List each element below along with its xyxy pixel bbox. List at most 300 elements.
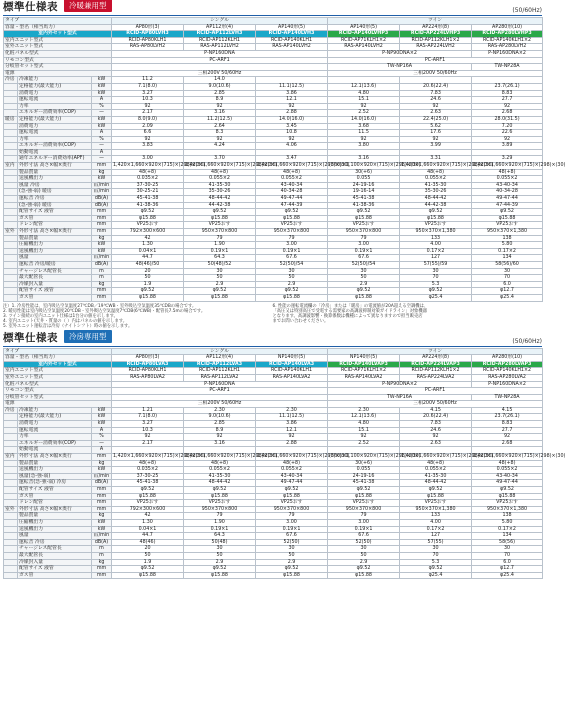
spec-row [4,559,543,566]
value-cell: 48(+8) [112,460,184,467]
single-header: シングル [112,18,328,25]
value-cell: 64.3 [184,533,256,540]
value-cell: φ25.4 [472,572,543,579]
spec-row [4,539,543,546]
value-cell: 50(48) [184,539,256,546]
outdoor-model-cell: RAS-AP140LVA2 [328,374,400,381]
value-cell: VP25おす [256,500,328,507]
value-cell: 1.9 [112,559,184,566]
unit-cell: mm [92,163,112,170]
branch-a: TW-NP16A [328,394,472,401]
value-cell: 2.88 [256,440,328,447]
value-cell: 92 [400,434,472,441]
set-model-cell: RCID-AP112LVH3 [184,31,256,38]
spec-row [4,546,543,553]
item-label: 配管サイズ 液管 [18,487,92,494]
branch-b: TW-NP28A [472,394,543,401]
power-row [4,401,543,408]
value-cell: 11.5 [328,130,400,137]
value-cell: 92 [328,434,400,441]
item-label: チャージレス配管長 [18,268,92,275]
value-cell: 2.9 [184,559,256,566]
indoor-model-cell: RCID-AP140KLH1×2 [472,368,543,375]
group-cell [4,143,18,150]
value-cell: 48(+8) [400,460,472,467]
section2-rule [3,346,542,347]
value-cell: 12.1(13.6) [328,414,400,421]
group-cell [4,526,18,533]
value-cell: 3.00 [328,242,400,249]
item-label: 外形寸法 高さ×幅×奥行 [18,454,92,461]
unit-cell: dB(A) [92,202,112,209]
value-cell: 0.055×2 [472,467,543,474]
item-label: エネルギー消費効率(COP) [18,440,92,447]
value-cell: φ9.52 [400,209,472,216]
group-cell [4,189,18,196]
spec-row [4,467,543,474]
value-cell: 64.3 [184,255,256,262]
spec-row [4,447,543,454]
value-cell: 1.30 [112,242,184,249]
value-cell: 24.6 [400,97,472,104]
value-cell [400,447,472,454]
value-cell: 6.0 [472,281,543,288]
outdoor-model-cell: RAS-AP112LVA2 [184,374,256,381]
set-model-cell: RCID-AP140LVH3 [256,31,328,38]
group-cell: 室外 [4,229,18,236]
value-cell: 950×370×800 [256,229,328,236]
item-label: 冷凍能力 [18,407,92,414]
value-cell: 37-30-25 [112,473,184,480]
twin-header: ツイン [328,348,543,355]
value-cell: 2.09 [112,123,184,130]
value-cell: 48(+8) [184,169,256,176]
item-label: 消費電力 [18,123,92,130]
value-cell: 3.00 [256,519,328,526]
branch-row [4,394,543,401]
remote-row [4,388,543,395]
spec-row [4,294,543,301]
value-cell: 92 [256,434,328,441]
value-cell: 0.035×2 [112,467,184,474]
value-cell: 4.80 [328,90,400,97]
branch-label: 分岐管セット型式 [4,64,112,71]
value-cell: 92 [112,136,184,143]
capacity-cell: NP140形(5) [256,355,328,362]
item-label: ガス管 [18,572,92,579]
spec-row [4,473,543,480]
outdoor-model-label: 室外ユニット型式 [4,44,112,51]
item-label: 運転電流 [18,130,92,137]
item-label: 送風機出力 [18,176,92,183]
spec-row [4,427,543,434]
set-model-cell: RCID-AP224LVHP3 [400,31,472,38]
value-cell: 0.055 [328,176,400,183]
value-cell: φ15.88 [400,215,472,222]
capacity-cell: AP224形(8) [400,24,472,31]
group-cell [4,572,18,579]
unit-cell: kW [92,176,112,183]
spec-row [4,288,543,295]
value-cell: 70 [472,552,543,559]
value-cell: 7.1(8.0) [112,414,184,421]
panel-twin-a: P-NP90DNA×2 [328,50,472,57]
value-cell: 58(56) [472,539,543,546]
value-cell: φ15.88 [184,493,256,500]
value-cell: 0.17×2 [400,526,472,533]
value-cell: 2.85 [184,421,256,428]
value-cell: 45-41-38 [328,196,400,203]
panel-label: 化粧パネル型式 [4,381,112,388]
unit-cell: A [92,130,112,137]
group-cell [4,235,18,242]
value-cell: 1.30 [112,519,184,526]
value-cell: 0.04×1 [112,248,184,255]
section2-title: 標準仕様表 [3,331,58,344]
value-cell: 67.6 [256,533,328,540]
value-cell: 79 [256,235,328,242]
set-model-cell: RCID-AP140LVA3 [256,361,328,368]
group-cell [4,440,18,447]
value-cell: 2.17 [112,440,184,447]
value-cell: VP25おす [184,222,256,229]
value-cell: 30 [472,268,543,275]
unit-cell: mm [92,209,112,216]
value-cell: 2.64 [184,123,256,130]
note-line: までお問い合わせください。 [272,318,329,324]
remote-twin: PC-ARF1 [328,57,543,64]
group-cell [4,123,18,130]
value-cell: 12.1(13.6) [328,83,400,90]
spec-row [4,196,543,203]
value-cell: 2.30 [256,407,328,414]
item-label: 外形寸法 高さ×幅×奥行 [18,506,92,513]
unit-cell: kW [92,116,112,123]
value-cell: 44-42-38 [184,202,256,209]
value-cell: φ15.88 [112,294,184,301]
value-cell: 52(50) [256,539,328,546]
unit-cell: kg [92,169,112,176]
panel-label: 化粧パネル型式 [4,50,112,57]
value-cell: 48(46)/50 [112,261,184,268]
value-cell: 3.86 [256,421,328,428]
unit-cell: % [92,103,112,110]
unit-cell: m [92,268,112,275]
value-cell: 41-35-30 [400,473,472,480]
group-cell [4,281,18,288]
spec-row [4,493,543,500]
value-cell: VP25おす [256,222,328,229]
group-cell [4,493,18,500]
unit-cell: ㎥/min [92,189,112,196]
value-cell: 4.00 [400,519,472,526]
item-label: 冷媒封入量 [18,559,92,566]
spec-row [4,281,543,288]
value-cell: 3.89 [472,143,543,150]
outdoor-model-cell: RAS-AP140LVH2 [256,44,328,51]
group-cell [4,156,18,163]
item-label: 冷媒封入量 [18,281,92,288]
item-label: 風量(急-強-弱) [18,473,92,480]
group-cell: 室内 [4,454,18,461]
unit-cell: m [92,552,112,559]
group-cell [4,242,18,249]
value-cell: 2.30 [184,407,256,414]
value-cell [328,77,400,84]
item-label: 外形寸法 高さ×幅×奥行 [18,163,92,170]
item-label: 運転電流 [18,427,92,434]
value-cell: 35-30-26 [184,189,256,196]
value-cell: 92 [112,434,184,441]
value-cell: 37-30-25 [112,182,184,189]
unit-cell: mm [92,229,112,236]
note-line: 4. 室内ユニット(天井・質量の（ ）内はパネルの値を示します。 [3,318,128,324]
value-cell: 3.31 [400,156,472,163]
unit-cell: mm [92,506,112,513]
value-cell: 41-38-36 [328,202,400,209]
value-cell: 2.9 [256,559,328,566]
value-cell: 23.7(26.1) [472,414,543,421]
value-cell: 57(55) [400,539,472,546]
value-cell: 5.3 [400,559,472,566]
unit-cell: kW [92,467,112,474]
value-cell: 11.1(12.5) [256,83,328,90]
branch-single [112,394,328,401]
indoor-model-cell: RCID-AP140KLH1 [256,368,328,375]
value-cell: φ15.88 [472,493,543,500]
remote-single: PC-ARF1 [112,388,328,395]
section1-badge: 冷暖兼用型 [64,0,112,12]
value-cell: 3.29 [472,156,543,163]
value-cell: 2.52 [328,440,400,447]
value-cell: VP25おす [328,222,400,229]
spec-row [4,480,543,487]
value-cell: 24.6 [400,427,472,434]
unit-cell: kg [92,559,112,566]
value-cell: 92 [184,434,256,441]
value-cell: 0.19×1 [256,526,328,533]
outdoor-model-cell: RAS-AP280LVA2 [472,374,543,381]
item-label: 運転音 冷房/暖房 [18,261,92,268]
group-cell [4,248,18,255]
value-cell: 30 [184,546,256,553]
value-cell: 1.9 [112,281,184,288]
group-cell [4,215,18,222]
spec-row [4,136,543,143]
unit-cell: — [92,156,112,163]
unit-cell: mm [92,572,112,579]
unit-cell: mm [92,215,112,222]
remote-row [4,57,543,64]
value-cell: VP25おす [328,500,400,507]
value-cell: 48(+8) [472,169,543,176]
value-cell: 48-44-42 [400,196,472,203]
value-cell: φ25.4 [472,294,543,301]
spec-row [4,268,543,275]
spec-row [4,248,543,255]
group-cell [4,513,18,520]
notes-right [273,304,543,331]
value-cell: 92 [400,136,472,143]
unit-cell: kW [92,407,112,414]
value-cell: 50 [328,552,400,559]
value-cell: 0.19×1 [184,526,256,533]
value-cell: 8.9 [184,97,256,104]
value-cell: 1,420×1,660×920×(715)×(298)×(30) [473,163,565,169]
item-label: 風量 冷房 [18,182,92,189]
value-cell: 17.6 [400,130,472,137]
remote-label: リモコン型式 [4,388,112,395]
branch-b: TW-NP28A [472,64,543,71]
unit-cell: kW [92,248,112,255]
item-label: 製品質量 [18,235,92,242]
value-cell: 45-41-38 [112,196,184,203]
value-cell: 41-35-30 [400,182,472,189]
spec-row [4,209,543,216]
value-cell: 3.00 [256,242,328,249]
branch-row [4,64,543,71]
value-cell: φ15.88 [256,572,328,579]
unit-cell: kg [92,460,112,467]
value-cell: 8.0(9.0) [112,116,184,123]
item-label: (急-強-弱) 暖房 [18,202,92,209]
value-cell: 4.24 [184,143,256,150]
value-cell: φ9.52 [112,288,184,295]
unit-cell: ㎥/min [92,473,112,480]
value-cell: 0.19×1 [184,248,256,255]
item-label: 送風機出力 [18,526,92,533]
value-cell: 14.0 [184,77,256,84]
value-cell: 2.17 [112,110,184,117]
value-cell: 5.62 [400,123,472,130]
value-cell: 950×370×800 [184,229,256,236]
section2-frequency: (50/60Hz) [512,337,542,345]
value-cell: 0.19×1 [328,248,400,255]
value-cell: 1,420×1,660×920×(715)×(298)×(30) [113,163,206,169]
value-cell: 8.9 [184,427,256,434]
note-line: 2. 暖房性能は室内吸込空気温度20℃DB・室外吸込空気温度7℃DB(6℃WB)・配管長7.5mの場合です。 [3,308,206,314]
value-cell: 950×370×1,380 [472,229,543,236]
group-cell [4,500,18,507]
spec-row [4,110,543,117]
value-cell: 52(50)/54 [328,261,400,268]
value-cell [472,447,543,454]
group-cell [4,460,18,467]
set-model-label: 室内外セット型式 [4,31,112,38]
value-cell: φ9.52 [328,288,400,295]
value-cell: 0.055×2 [400,176,472,183]
value-cell: φ9.52 [112,487,184,494]
item-label: 運転電流 [18,97,92,104]
value-cell: 5.3 [400,281,472,288]
value-cell: 12.1 [256,97,328,104]
item-label: チャージレス配管長 [18,546,92,553]
value-cell: 5.80 [472,519,543,526]
branch-a: TW-NP16A [328,64,472,71]
value-cell: 10.3 [112,427,184,434]
value-cell: 1.90 [184,519,256,526]
value-cell: 792×300×600 [112,506,184,513]
value-cell: 3.16 [184,440,256,447]
group-cell [4,294,18,301]
value-cell: φ15.88 [184,294,256,301]
unit-cell: kW [92,421,112,428]
value-cell: 67.6 [256,255,328,262]
spec-row [4,552,543,559]
item-label: 配管サイズ 液管 [18,209,92,216]
value-cell: 2.68 [472,110,543,117]
spec-row [4,163,543,170]
value-cell: 24-19-16 [328,473,400,480]
value-cell: φ9.52 [256,487,328,494]
item-label: 配管サイズ 液管 [18,288,92,295]
unit-cell: mm [92,288,112,295]
value-cell: 134 [472,255,543,262]
group-cell [4,83,18,90]
value-cell: 92 [472,434,543,441]
spec-row [4,407,543,414]
value-cell: 950×370×1,380 [400,506,472,513]
unit-cell: mm [92,454,112,461]
spec-row [4,414,543,421]
value-cell: 7.83 [400,421,472,428]
item-label: 通年エネルギー消費効率(APF) [18,156,92,163]
value-cell: 79 [184,235,256,242]
value-cell: 20 [112,546,184,553]
value-cell: φ15.88 [328,572,400,579]
item-label: エネルギー消費効率(COP) [18,143,92,150]
value-cell: 49-47-44 [256,196,328,203]
value-cell: 22.4(25.0) [400,116,472,123]
unit-cell: kW [92,77,112,84]
remote-single: PC-ARF1 [112,57,328,64]
value-cell: 3.16 [328,156,400,163]
value-cell [400,77,472,84]
value-cell: 950×370×800 [184,506,256,513]
value-cell: 6.6 [112,130,184,137]
spec-row [4,506,543,513]
spec-row [4,572,543,579]
unit-cell: kW [92,519,112,526]
value-cell: 24-19-16 [328,182,400,189]
note-line: 6. 性能の運転電流欄の「冷房」または「暖房」の電流値が20A超える空調機は、 [272,303,429,309]
set-model-cell: RCID-AP140LVAP3 [328,361,400,368]
section2-badge: 冷房専用型 [64,330,112,343]
value-cell: 950×370×800 [256,506,328,513]
unit-cell: m [92,546,112,553]
value-cell: φ9.52 [472,209,543,216]
value-cell: 30 [472,546,543,553]
group-cell [4,110,18,117]
value-cell: 1,420×1,660×920×(715)×(298)×(30) [473,454,565,460]
unit-cell: dB(A) [92,480,112,487]
value-cell: 11.2(12.5) [184,116,256,123]
unit-cell: ㎥/min [92,533,112,540]
value-cell: 41-38-36 [112,202,184,209]
value-cell: 1,420×1,660×920×(715)×(298)×(30) [257,454,350,460]
set-model-label: 室内外セット型式 [4,361,112,368]
spec-row [4,103,543,110]
value-cell: 49-47-44 [472,196,543,203]
item-label: 定格能力(最大能力) [18,116,92,123]
group-cell [4,552,18,559]
value-cell: 92 [256,136,328,143]
item-label: 運転音 冷房 [18,196,92,203]
value-cell: 92 [256,103,328,110]
value-cell: 3.80 [328,143,400,150]
value-cell: 2.68 [472,440,543,447]
group-cell [4,169,18,176]
